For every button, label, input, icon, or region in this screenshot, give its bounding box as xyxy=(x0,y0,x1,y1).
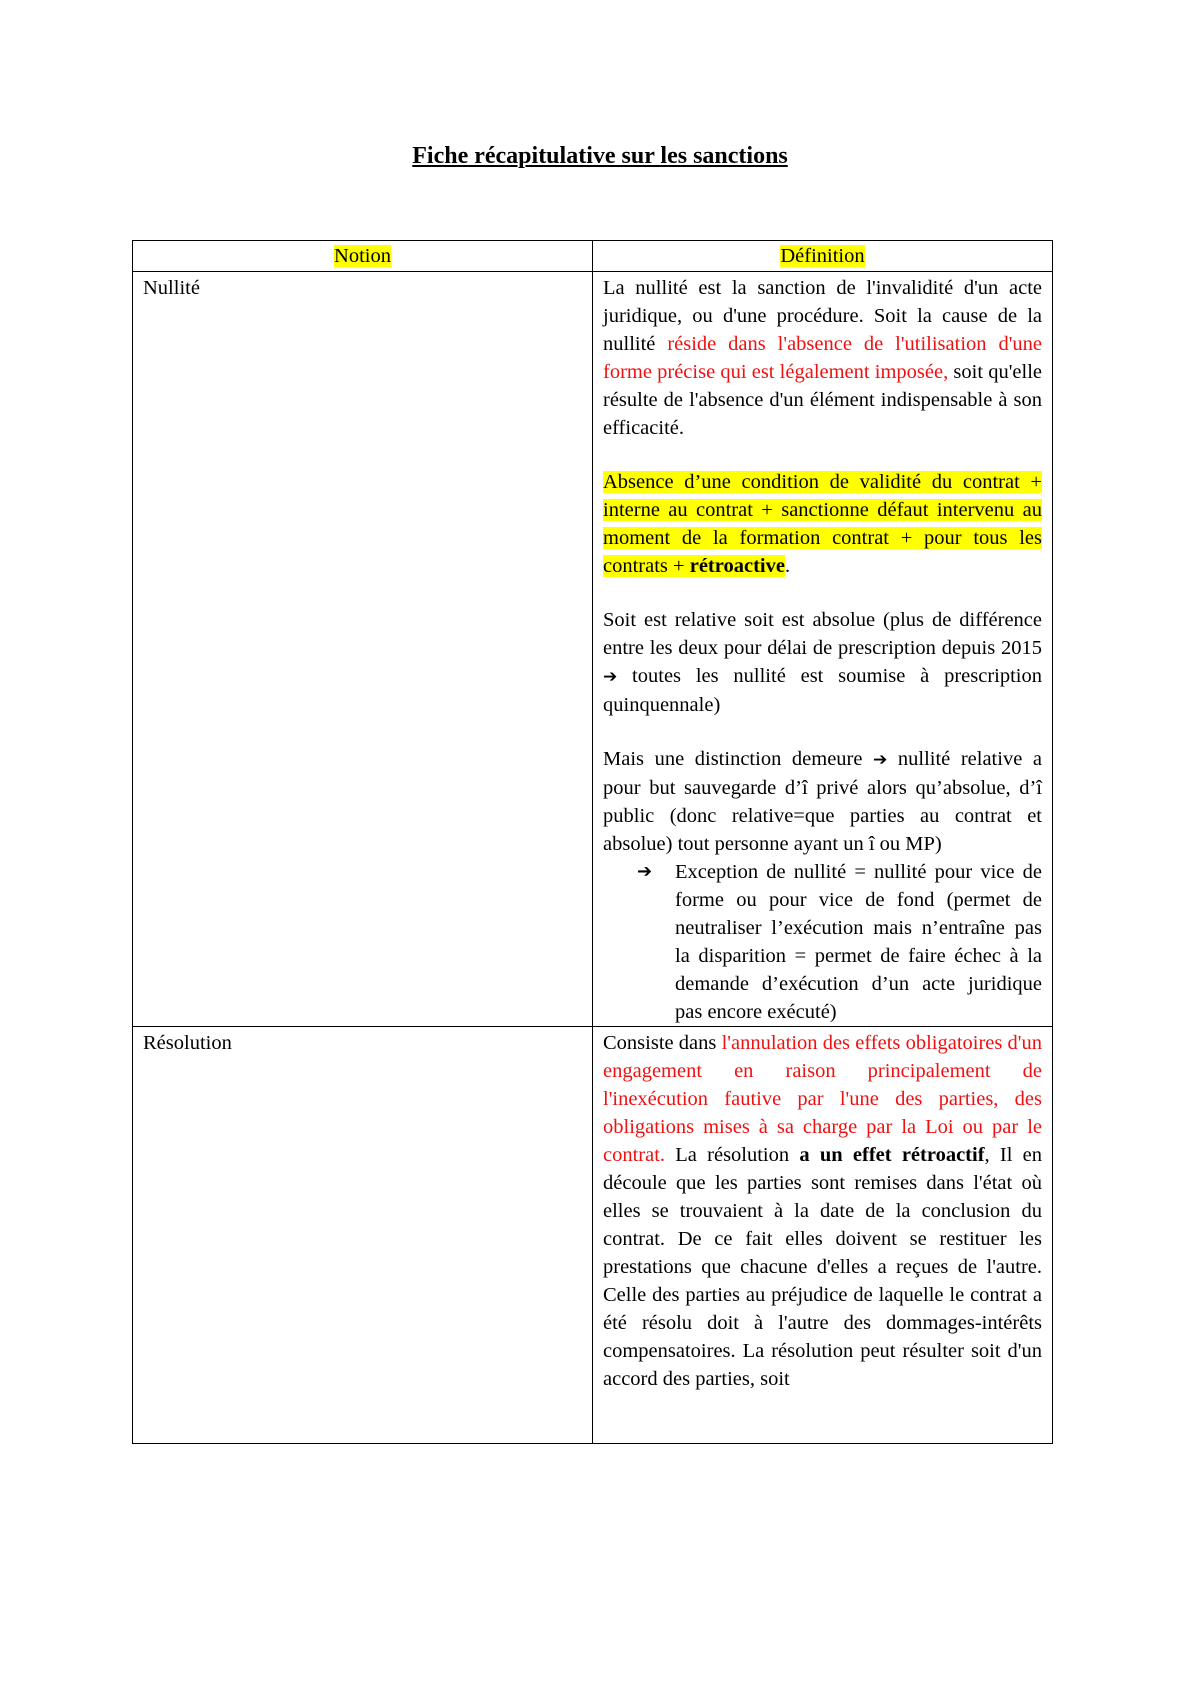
arrow-right-icon: ➔ xyxy=(603,667,618,687)
arrow-bullet-icon: ➔ xyxy=(637,861,653,882)
header-definition: Définition xyxy=(780,245,865,267)
bullet-item xyxy=(637,858,1042,1026)
highlighted-text: Absence d’une condition de validité du contrat + interne au contrat + sanctionne défaut intervenu au moment de la formation contrat + pour tous les contrats + xyxy=(603,471,1042,577)
table-row xyxy=(133,1027,1053,1444)
bold-highlighted-text: rétroactive xyxy=(689,555,785,577)
sanctions-table xyxy=(132,240,1053,1444)
bold-text: a un effet rétroactif xyxy=(799,1144,985,1166)
definition-paragraph xyxy=(603,274,1042,442)
definition-paragraph xyxy=(603,606,1042,719)
text-run: La résolution xyxy=(665,1144,800,1166)
notion-cell xyxy=(133,272,593,1027)
text-run: , Il en découle que les parties sont remises dans l'état où elles se trouvaient à la date de la conclusion du contrat. De ce fait elles doivent se restituer les prestations que chacune d'elles a reçues de l'autre. Celle des parties au préjudice de laquelle le contrat a été résolu doit à l'autre des dommages-intérêts compensatoires. La résolution peut résulter soit d'un accord des parties, soit xyxy=(603,1144,1042,1390)
text-run: Consiste dans xyxy=(603,1032,722,1054)
definition-cell xyxy=(593,1027,1053,1444)
highlighted-paragraph xyxy=(603,468,1042,580)
red-text-run: l'annulation des effets obligatoires d'un engagement en raison principalement de l'inexécution fautive par l'une des parties, des obligations mises à sa charge par la Loi ou par le contrat. xyxy=(603,1032,1042,1166)
notion-resolution: Résolution xyxy=(143,1032,232,1054)
header-definition-cell xyxy=(593,241,1053,272)
notion-cell xyxy=(133,1027,593,1444)
definition-cell xyxy=(593,272,1053,1027)
text-run: Soit est relative soit est absolue (plus de différence entre les deux pour délai de prescription depuis 2015 xyxy=(603,609,1042,659)
text-run: . xyxy=(784,555,791,577)
bullet-text: Exception de nullité = nullité pour vice de forme ou pour vice de fond (permet de neutraliser l’exécution mais n’entraîne pas la disparition = permet de faire échec à la demande d’exécution d’un acte juridique pas encore exécuté) xyxy=(675,861,1042,1023)
header-notion-cell xyxy=(133,241,593,272)
text-run: La nullité est la sanction de l'invalidité d'un acte juridique, ou d'une procédure. Soit la cause de la nullité xyxy=(603,277,1042,355)
notion-nullite: Nullité xyxy=(143,277,200,299)
text-run: nullité relative a pour but sauvegarde d’î privé alors qu’absolue, d’î public (donc relative=que parties au contrat et absolue) tout personne ayant un î ou MP) xyxy=(603,748,1042,855)
table-header-row xyxy=(133,241,1053,272)
red-text-run: réside dans l'absence de l'utilisation d'une forme précise qui est légalement imposée, xyxy=(603,333,1042,383)
definition-clip xyxy=(603,1029,1042,1443)
definition-paragraph xyxy=(603,1029,1042,1393)
arrow-right-icon: ➔ xyxy=(873,750,888,770)
page-title: Fiche récapitulative sur les sanctions xyxy=(412,143,788,169)
table-row xyxy=(133,272,1053,1027)
definition-paragraph xyxy=(603,745,1042,858)
text-run: Mais une distinction demeure xyxy=(603,748,874,770)
text-run: toutes les nullité est soumise à prescription quinquennale) xyxy=(603,665,1042,716)
text-run: soit qu'elle résulte de l'absence d'un élément indispensable à son efficacité. xyxy=(603,361,1042,439)
header-notion: Notion xyxy=(334,245,391,267)
